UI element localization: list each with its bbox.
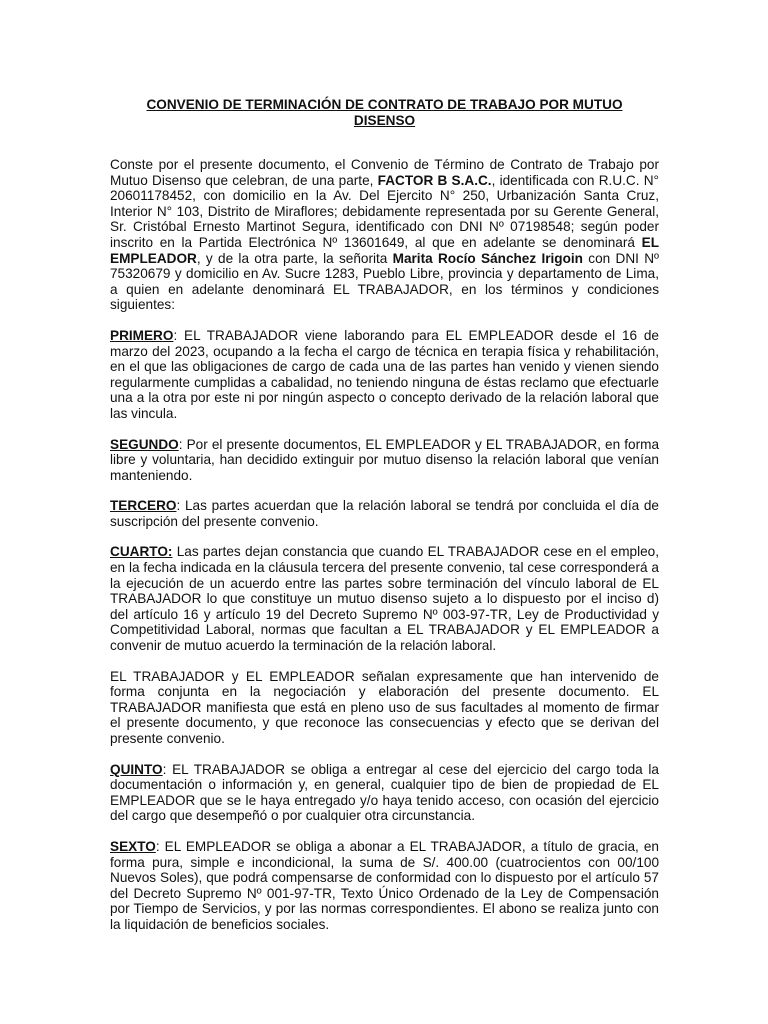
intro-text-1: Conste por el presente documento, el Convenio de Término de Contrato de Trabajo por Mutuo Disenso que celebran, de una parte, [110,157,659,188]
clause-primero [110,328,659,422]
intro-paragraph [110,157,659,313]
clause-label: SEXTO [110,838,156,854]
worker-name: Marita Rocío Sánchez Irigoin [392,250,583,266]
clause-tercero [110,498,659,529]
clause-text: : EL TRABAJADOR viene laborando para EL EMPLEADOR desde el 16 de marzo del 2023, ocupando a la fecha el cargo de técnica en terapia física y rehabilitación, en el que las obligaciones de cargo de cada una de las partes han venido y vienen siendo regularmente cumplidas a cabalidad, no teniendo ninguna de éstas reclamo que efectuarle una a la otra por este ni por ningún aspecto o concepto derivado de la relación laboral que las vincula. [110,327,659,421]
intro-text-2: , identificada con R.U.C. N° 20601178452, con domicilio en la Av. Del Ejercito N° 250, Urbanización Santa Cruz, Interior N° 103, Distrito de Miraflores; debidamente representada por su Gerente General, Sr. Cristóbal Ernesto Martinot Segura, identificado con DNI Nº 07198548; según poder inscrito en la Partida Electrónica Nº 13601649, al que en adelante se denominará [110,172,659,250]
clause-segundo [110,437,659,484]
clause-text: : EL EMPLEADOR se obliga a abonar a EL TRABAJADOR, a título de gracia, en forma pura, simple e incondicional, la suma de S/. 400.00 (cuatrocientos con 00/100 Nuevos Soles), que podrá compensarse de conformidad con lo dispuesto por el artículo 57 del Decreto Supremo Nº 001-97-TR, Texto Único Ordenado de la Ley de Compensación por Tiempo de Servicios, y por las normas correspondientes. El abono se realiza junto con la liquidación de beneficios sociales. [110,838,659,932]
company-name: FACTOR B S.A.C. [377,172,492,188]
clause-text: Las partes dejan constancia que cuando EL TRABAJADOR cese en el empleo, en la fecha indicada en la cláusula tercera del presente convenio, tal cese corresponderá a la ejecución de un acuerdo entre las partes sobre terminación del vínculo laboral de EL TRABAJADOR lo que constituye un mutuo disenso sujeto a lo dispuesto por el inciso d) del artículo 16 y artículo 19 del Decreto Supremo Nº 003-97-TR, Ley de Productividad y Competitividad Laboral, normas que facultan a EL TRABAJADOR y EL EMPLEADOR a convenir de mutuo acuerdo la terminación de la relación laboral. [110,544,659,654]
clause-label: TERCERO [110,498,177,514]
employer-term: EL EMPLEADOR [110,234,659,266]
document-title: CONVENIO DE TERMINACIÓN DE CONTRATO DE TRABAJO POR MUTUO DISENSO [146,97,623,128]
clause-cuarto-continuation [110,669,659,747]
intro-text-3: , y de la otra parte, la señorita [196,250,393,266]
clause-sexto [110,839,659,933]
clause-label: SEGUNDO [110,436,179,452]
clause-text: : Por el presente documentos, EL EMPLEADOR y EL TRABAJADOR, en forma libre y voluntaria, han decidido extinguir por mutuo disenso la relación laboral que venían manteniendo. [110,436,659,483]
clause-label: QUINTO [110,761,163,777]
clause-cuarto [110,544,659,653]
clause-label: PRIMERO [110,327,174,343]
clause-text: EL TRABAJADOR y EL EMPLEADOR señalan expresamente que han intervenido de forma conjunta en la negociación y elaboración del presente documento. EL TRABAJADOR manifiesta que está en pleno uso de sus facultades al momento de firmar el presente documento, y que reconoce las consecuencias y efecto que se derivan del presente convenio. [110,668,659,746]
clause-text: : EL TRABAJADOR se obliga a entregar al cese del ejercicio del cargo toda la documentación o información y, en general, cualquier tipo de bien de propiedad de EL EMPLEADOR que se le haya entregado y/o haya tenido acceso, con ocasión del ejercicio del cargo que desempeñó o por cualquier otra circunstancia. [110,761,659,824]
clause-quinto [110,762,659,824]
intro-text-4: con DNI Nº 75320679 y domicilio en Av. Sucre 1283, Pueblo Libre, provincia y departamento de Lima, a quien en adelante denominará EL TRABAJADOR, en los términos y condiciones siguientes: [110,250,659,313]
clause-text: : Las partes acuerdan que la relación laboral se tendrá por concluida el día de suscripción del presente convenio. [110,498,659,529]
clause-label: CUARTO: [110,544,173,560]
